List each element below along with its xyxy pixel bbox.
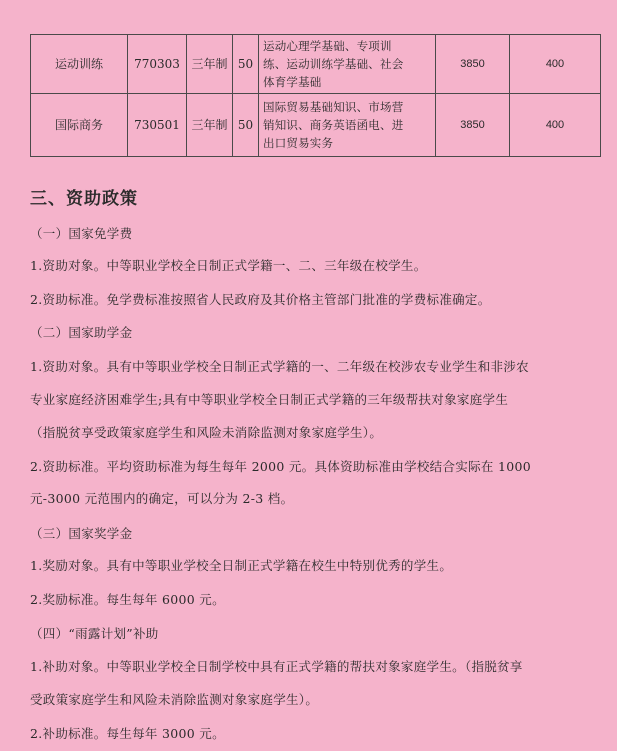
section-heading: 三、资助政策 <box>30 189 138 209</box>
major-code: 770303 <box>128 35 187 94</box>
paragraph-line: 专业家庭经济困难学生;具有中等职业学校全日制正式学籍的三年级帮扶对象家庭学生 <box>30 392 509 407</box>
course-line: 销知识、商务英语函电、进 <box>263 118 404 132</box>
study-length: 三年制 <box>187 94 233 157</box>
enrollment-count: 50 <box>233 35 259 94</box>
course-line: 出口贸易实务 <box>263 136 334 150</box>
paragraph-line: 1.资助对象。具有中等职业学校全日制正式学籍的一、二年级在校涉农专业学生和非涉农 <box>30 359 529 374</box>
core-courses <box>259 94 436 157</box>
paragraph-line: 元-3000 元范围内的确定，可以分为 2-3 档。 <box>30 491 294 506</box>
paragraph-line: 1.资助对象。中等职业学校全日制正式学籍一、二、三年级在校学生。 <box>30 258 427 273</box>
course-line: 练、运动训练学基础、社会 <box>263 57 404 71</box>
major-name: 运动训练 <box>31 35 128 94</box>
paragraph-line: 受政策家庭学生和风险未消除监测对象家庭学生）。 <box>30 692 319 707</box>
subheading-free-tuition: （一）国家免学费 <box>30 226 133 241</box>
study-length: 三年制 <box>187 35 233 94</box>
paragraph-line: 2.资助标准。平均资助标准为每生每年 2000 元。具体资助标准由学校结合实际在 1000 <box>30 459 531 474</box>
subheading-grant: （二）国家助学金 <box>30 325 133 340</box>
course-line: 运动心理学基础、专项训 <box>263 39 392 53</box>
enrollment-count: 50 <box>233 94 259 157</box>
paragraph-line: 2.补助标准。每生每年 3000 元。 <box>30 726 225 741</box>
course-line: 体育学基础 <box>263 75 322 89</box>
major-name: 国际商务 <box>31 94 128 157</box>
paragraph-line: 1.补助对象。中等职业学校全日制学校中具有正式学籍的帮扶对象家庭学生。（指脱贫享 <box>30 659 523 674</box>
subheading-yulu-plan: （四）“雨露计划”补助 <box>30 626 159 641</box>
table-row <box>31 94 601 157</box>
core-courses <box>259 35 436 94</box>
paragraph-line: 2.奖励标准。每生每年 6000 元。 <box>30 592 225 607</box>
tuition-fee: 3850 <box>436 94 510 157</box>
paragraph-line: 2.资助标准。免学费标准按照省人民政府及其价格主管部门批准的学费标准确定。 <box>30 292 491 307</box>
majors-table-wrap <box>30 34 601 157</box>
subsidy-amount: 400 <box>510 94 601 157</box>
paragraph-line: 1.奖励对象。具有中等职业学校全日制正式学籍在校生中特别优秀的学生。 <box>30 558 453 573</box>
paragraph-line: （指脱贫享受政策家庭学生和风险未消除监测对象家庭学生）。 <box>30 425 383 440</box>
subsidy-amount: 400 <box>510 35 601 94</box>
tuition-fee: 3850 <box>436 35 510 94</box>
course-line: 国际贸易基础知识、市场营 <box>263 100 404 114</box>
subheading-scholarship: （三）国家奖学金 <box>30 526 133 541</box>
major-code: 730501 <box>128 94 187 157</box>
table-row <box>31 35 601 94</box>
majors-table <box>30 34 601 157</box>
